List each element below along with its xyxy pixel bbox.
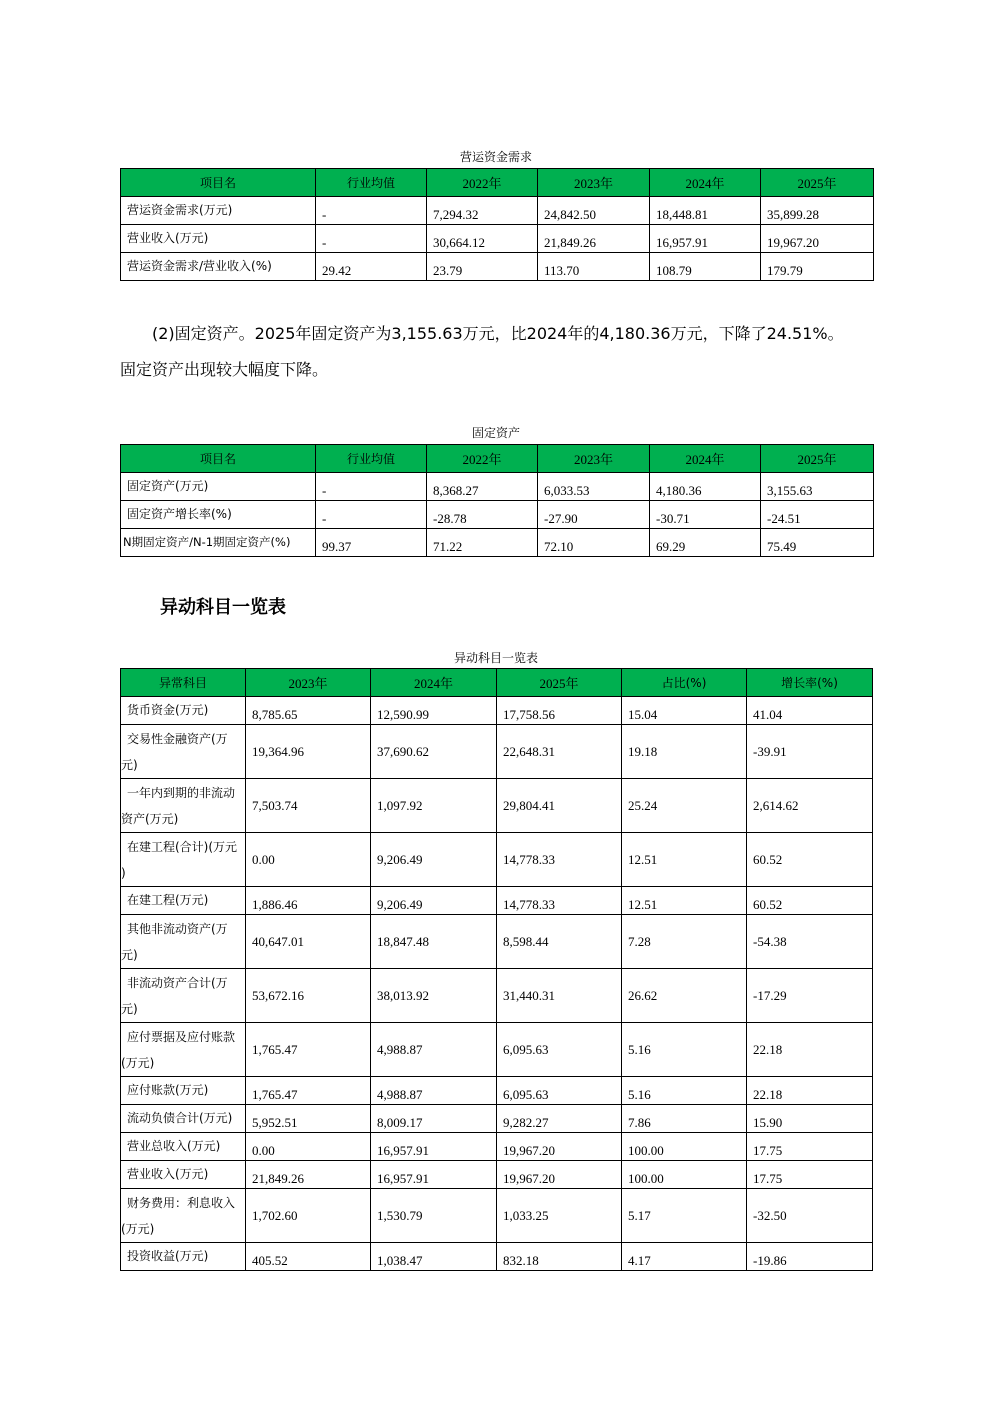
cell: 1,033.25 xyxy=(497,1189,622,1243)
cell: 8,598.44 xyxy=(497,915,622,969)
header-cell: 2025年 xyxy=(761,169,874,197)
row-label: 营运资金需求(万元) xyxy=(121,197,316,225)
header-cell: 2023年 xyxy=(538,445,650,473)
row-label: 应付账款(万元) xyxy=(121,1077,246,1105)
cell: 8,368.27 xyxy=(427,473,538,501)
header-cell: 2025年 xyxy=(761,445,874,473)
row-label: 在建工程(万元) xyxy=(121,887,246,915)
cell: 405.52 xyxy=(246,1243,371,1271)
cell: -17.29 xyxy=(747,969,873,1023)
table-row xyxy=(121,833,873,887)
cell: 12.51 xyxy=(622,887,747,915)
cell: 69.29 xyxy=(650,529,761,557)
cell: 7,294.32 xyxy=(427,197,538,225)
cell: 8,785.65 xyxy=(246,697,371,725)
header-cell: 2022年 xyxy=(427,445,538,473)
cell: 3,155.63 xyxy=(761,473,874,501)
cell: 1,530.79 xyxy=(371,1189,497,1243)
cell: -39.91 xyxy=(747,725,873,779)
cell: 31,440.31 xyxy=(497,969,622,1023)
cell: 6,095.63 xyxy=(497,1023,622,1077)
cell: 14,778.33 xyxy=(497,833,622,887)
cell: 5,952.51 xyxy=(246,1105,371,1133)
table-row xyxy=(121,725,873,779)
cell: 1,886.46 xyxy=(246,887,371,915)
table-row xyxy=(121,915,873,969)
cell: 7.86 xyxy=(622,1105,747,1133)
table-row xyxy=(121,1133,873,1161)
cell: 4,988.87 xyxy=(371,1077,497,1105)
row-label-line-2: 元) xyxy=(121,757,138,772)
table-row xyxy=(121,473,874,501)
cell: 19,364.96 xyxy=(246,725,371,779)
cell: 7,503.74 xyxy=(246,779,371,833)
cell: 15.04 xyxy=(622,697,747,725)
cell: -24.51 xyxy=(761,501,874,529)
row-label: N期固定资产/N-1期固定资产(%) xyxy=(121,529,316,557)
cell: 108.79 xyxy=(650,253,761,281)
row-label: 货币资金(万元) xyxy=(121,697,246,725)
cell: 16,957.91 xyxy=(371,1161,497,1189)
cell: 19,967.20 xyxy=(497,1133,622,1161)
cell: 37,690.62 xyxy=(371,725,497,779)
cell: 4,180.36 xyxy=(650,473,761,501)
cell: 5.17 xyxy=(622,1189,747,1243)
cell: 1,702.60 xyxy=(246,1189,371,1243)
table-row xyxy=(121,697,873,725)
cell: 21,849.26 xyxy=(246,1161,371,1189)
cell: 5.16 xyxy=(622,1023,747,1077)
cell: 113.70 xyxy=(538,253,650,281)
cell: -28.78 xyxy=(427,501,538,529)
table-header-row xyxy=(121,169,874,197)
header-cell: 异常科目 xyxy=(121,669,246,697)
cell: 17.75 xyxy=(747,1161,873,1189)
cell: 60.52 xyxy=(747,833,873,887)
working-capital-table xyxy=(120,168,874,281)
row-label xyxy=(121,915,246,969)
row-label-line-1: 非流动资产合计(万 xyxy=(127,975,228,990)
cell: 60.52 xyxy=(747,887,873,915)
cell: 1,038.47 xyxy=(371,1243,497,1271)
cell: 29.42 xyxy=(316,253,427,281)
header-cell: 行业均值 xyxy=(316,445,427,473)
row-label: 营业收入(万元) xyxy=(121,1161,246,1189)
table-row xyxy=(121,1105,873,1133)
header-cell: 2023年 xyxy=(538,169,650,197)
table-row xyxy=(121,529,874,557)
row-label-line-1: 财务费用：利息收入 xyxy=(127,1195,236,1210)
row-label: 流动负债合计(万元) xyxy=(121,1105,246,1133)
table-row xyxy=(121,1077,873,1105)
cell: 26.62 xyxy=(622,969,747,1023)
row-label xyxy=(121,1023,246,1077)
row-label-line-2: 元) xyxy=(121,1001,138,1016)
table-row xyxy=(121,1189,873,1243)
header-cell: 行业均值 xyxy=(316,169,427,197)
cell: 19,967.20 xyxy=(497,1161,622,1189)
abnormal-items-table xyxy=(120,668,873,1271)
cell: 18,448.81 xyxy=(650,197,761,225)
header-cell: 增长率(%) xyxy=(747,669,873,697)
table-row xyxy=(121,1161,873,1189)
cell: 179.79 xyxy=(761,253,874,281)
cell: - xyxy=(316,501,427,529)
cell: 12,590.99 xyxy=(371,697,497,725)
cell: 29,804.41 xyxy=(497,779,622,833)
cell: 41.04 xyxy=(747,697,873,725)
header-cell: 2023年 xyxy=(246,669,371,697)
row-label-line-2: (万元) xyxy=(121,1055,155,1070)
cell: 1,765.47 xyxy=(246,1077,371,1105)
cell: 6,033.53 xyxy=(538,473,650,501)
header-cell: 2022年 xyxy=(427,169,538,197)
row-label-line-2: (万元) xyxy=(121,1221,155,1236)
table-row xyxy=(121,969,873,1023)
table-row xyxy=(121,253,874,281)
cell: 1,097.92 xyxy=(371,779,497,833)
row-label-line-2: 资产(万元) xyxy=(121,811,179,826)
table-row xyxy=(121,779,873,833)
row-label-line-2: ) xyxy=(121,865,126,880)
cell: 15.90 xyxy=(747,1105,873,1133)
header-cell: 2025年 xyxy=(497,669,622,697)
table-header-row xyxy=(121,445,874,473)
cell: 38,013.92 xyxy=(371,969,497,1023)
cell: 35,899.28 xyxy=(761,197,874,225)
header-cell: 2024年 xyxy=(650,445,761,473)
cell: -54.38 xyxy=(747,915,873,969)
row-label: 营业收入(万元) xyxy=(121,225,316,253)
row-label: 营业总收入(万元) xyxy=(121,1133,246,1161)
table-row xyxy=(121,887,873,915)
row-label-line-2: 元) xyxy=(121,947,138,962)
cell: 16,957.91 xyxy=(371,1133,497,1161)
cell: 25.24 xyxy=(622,779,747,833)
cell: 6,095.63 xyxy=(497,1077,622,1105)
cell: 12.51 xyxy=(622,833,747,887)
cell: 1,765.47 xyxy=(246,1023,371,1077)
cell: 22.18 xyxy=(747,1077,873,1105)
cell: 19.18 xyxy=(622,725,747,779)
fixed-assets-table xyxy=(120,444,874,557)
row-label-line-1: 交易性金融资产(万 xyxy=(127,731,228,746)
cell: 72.10 xyxy=(538,529,650,557)
cell: 21,849.26 xyxy=(538,225,650,253)
cell: - xyxy=(316,197,427,225)
cell: 14,778.33 xyxy=(497,887,622,915)
row-label-line-1: 一年内到期的非流动 xyxy=(127,785,236,800)
cell: 832.18 xyxy=(497,1243,622,1271)
row-label: 投资收益(万元) xyxy=(121,1243,246,1271)
cell: 7.28 xyxy=(622,915,747,969)
cell: 0.00 xyxy=(246,833,371,887)
cell: 4,988.87 xyxy=(371,1023,497,1077)
cell: 8,009.17 xyxy=(371,1105,497,1133)
cell: 18,847.48 xyxy=(371,915,497,969)
cell: -32.50 xyxy=(747,1189,873,1243)
table-row xyxy=(121,1023,873,1077)
cell: 99.37 xyxy=(316,529,427,557)
cell: 30,664.12 xyxy=(427,225,538,253)
cell: 17.75 xyxy=(747,1133,873,1161)
row-label-line-1: 应付票据及应付账款 xyxy=(127,1029,236,1044)
table-header-row xyxy=(121,669,873,697)
cell: 9,282.27 xyxy=(497,1105,622,1133)
cell: 19,967.20 xyxy=(761,225,874,253)
row-label-line-1: 在建工程(合计)(万元 xyxy=(127,839,238,854)
header-cell: 2024年 xyxy=(650,169,761,197)
table-row xyxy=(121,1243,873,1271)
section-heading: 异动科目一览表 xyxy=(160,597,286,618)
cell: 22,648.31 xyxy=(497,725,622,779)
table3-caption: 异动科目一览表 xyxy=(453,651,538,665)
cell: 0.00 xyxy=(246,1133,371,1161)
cell: 9,206.49 xyxy=(371,833,497,887)
cell: 2,614.62 xyxy=(747,779,873,833)
cell: 5.16 xyxy=(622,1077,747,1105)
cell: 9,206.49 xyxy=(371,887,497,915)
row-label xyxy=(121,969,246,1023)
row-label: 固定资产(万元) xyxy=(121,473,316,501)
cell: 100.00 xyxy=(622,1133,747,1161)
cell: -19.86 xyxy=(747,1243,873,1271)
cell: 75.49 xyxy=(761,529,874,557)
cell: 22.18 xyxy=(747,1023,873,1077)
cell: 53,672.16 xyxy=(246,969,371,1023)
row-label xyxy=(121,1189,246,1243)
row-label-line-1: 其他非流动资产(万 xyxy=(127,921,228,936)
table2-caption: 固定资产 xyxy=(471,426,520,440)
paragraph-line-1: (2)固定资产。2025年固定资产为3,155.63万元，比2024年的4,180.36万元，下降了24.51%。 xyxy=(152,324,844,343)
row-label xyxy=(121,833,246,887)
cell: 24,842.50 xyxy=(538,197,650,225)
fixed-assets-paragraph xyxy=(120,316,880,388)
table-row xyxy=(121,197,874,225)
cell: -30.71 xyxy=(650,501,761,529)
table1-caption: 营运资金需求 xyxy=(459,150,532,164)
row-label xyxy=(121,779,246,833)
cell: 16,957.91 xyxy=(650,225,761,253)
cell: 17,758.56 xyxy=(497,697,622,725)
header-cell: 项目名 xyxy=(121,169,316,197)
table-row xyxy=(121,501,874,529)
cell: - xyxy=(316,225,427,253)
cell: -27.90 xyxy=(538,501,650,529)
cell: 71.22 xyxy=(427,529,538,557)
cell: 40,647.01 xyxy=(246,915,371,969)
header-cell: 占比(%) xyxy=(622,669,747,697)
paragraph-line-2: 固定资产出现较大幅度下降。 xyxy=(120,360,329,379)
cell: 100.00 xyxy=(622,1161,747,1189)
cell: 4.17 xyxy=(622,1243,747,1271)
header-cell: 2024年 xyxy=(371,669,497,697)
header-cell: 项目名 xyxy=(121,445,316,473)
row-label xyxy=(121,725,246,779)
table-row xyxy=(121,225,874,253)
cell: 23.79 xyxy=(427,253,538,281)
row-label: 固定资产增长率(%) xyxy=(121,501,316,529)
row-label: 营运资金需求/营业收入(%) xyxy=(121,253,316,281)
cell: - xyxy=(316,473,427,501)
